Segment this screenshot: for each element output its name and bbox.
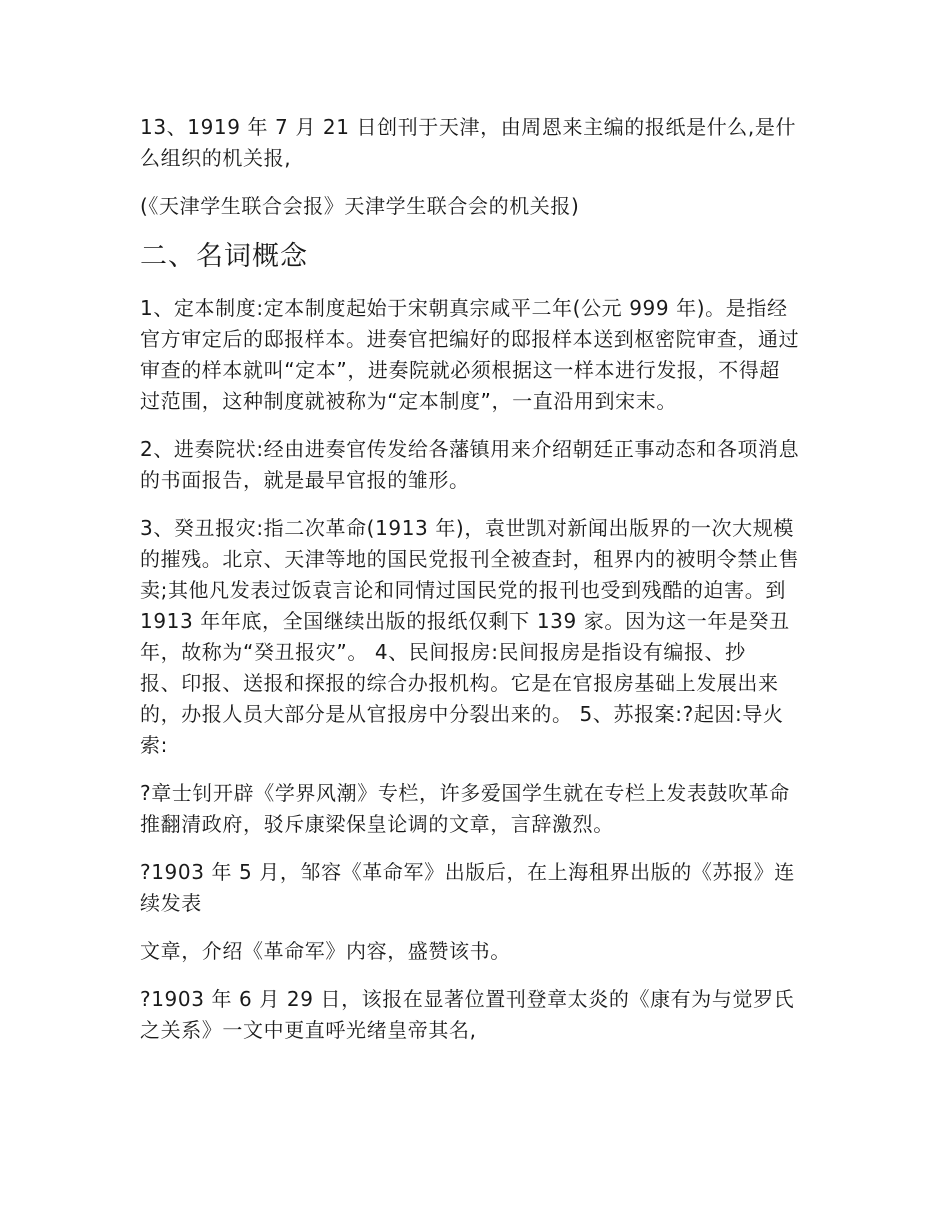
term-3-paragraph xyxy=(140,513,812,761)
text-line: 的摧残。北京、天津等地的国民党报刊全被查封，租界内的被明令禁止售 xyxy=(140,547,800,571)
text-line: (《天津学生联合会报》天津学生联合会的机关报) xyxy=(140,194,580,218)
text-line: 官方审定后的邸报样本。进奏官把编好的邸报样本送到枢密院审查，通过 xyxy=(140,327,800,351)
text-line: 1、定本制度:定本制度起始于宋朝真宗咸平二年(公元 999 年)。是指经 xyxy=(140,296,788,320)
text-line: 推翻清政府，驳斥康梁保皇论调的文章，言辞激烈。 xyxy=(140,812,614,836)
answer-13 xyxy=(140,191,812,222)
text-line: 2、进奏院状:经由进奏官传发给各藩镇用来介绍朝廷正事动态和各项消息 xyxy=(140,437,800,461)
may-1903-paragraph xyxy=(140,857,812,919)
text-line: 过范围，这种制度就被称为“定本制度”，一直沿用到宋末。 xyxy=(140,389,677,413)
text-line: 年，故称为“癸丑报灾”。 4、民间报房:民间报房是指设有编报、抄 xyxy=(140,640,746,664)
term-2-paragraph xyxy=(140,434,812,496)
text-line: 1913 年年底，全国继续出版的报纸仅剩下 139 家。因为这一年是癸丑 xyxy=(140,609,790,633)
term-1-paragraph xyxy=(140,293,812,417)
text-line: 么组织的机关报, xyxy=(140,146,292,170)
text-line: 之关系》一文中更直呼光绪皇帝其名, xyxy=(140,1018,477,1042)
zhang-shizhao-paragraph xyxy=(140,778,812,840)
text-line: 的，办报人员大部分是从官报房中分裂出来的。 5、苏报案:?起因:导火 xyxy=(140,702,784,726)
question-13 xyxy=(140,112,812,174)
section-heading: 二、名词概念 xyxy=(140,241,308,272)
article-paragraph xyxy=(140,936,812,967)
text-line: 的书面报告，就是最早官报的雏形。 xyxy=(140,468,470,492)
text-line: ?1903 年 5 月，邹容《革命军》出版后，在上海租界出版的《苏报》连 xyxy=(140,860,795,884)
text-line: 卖;其他凡发表过饭袁言论和同情过国民党的报刊也受到残酷的迫害。到 xyxy=(140,578,786,602)
document-page xyxy=(140,112,812,1063)
text-line: 续发表 xyxy=(140,891,202,915)
text-line: 13、1919 年 7 月 21 日创刊于天津，由周恩来主编的报纸是什么,是什 xyxy=(140,115,797,139)
text-line: 文章，介绍《革命军》内容，盛赞该书。 xyxy=(140,939,511,963)
june-1903-paragraph xyxy=(140,984,812,1046)
text-line: ?章士钊开辟《学界风潮》专栏，许多爱国学生就在专栏上发表鼓吹革命 xyxy=(140,781,790,805)
text-line: 报、印报、送报和探报的综合办报机构。它是在官报房基础上发展出来 xyxy=(140,671,779,695)
text-line: ?1903 年 6 月 29 日，该报在显著位置刊登章太炎的《康有为与觉罗氏 xyxy=(140,987,795,1011)
text-line: 3、癸丑报灾:指二次革命(1913 年)，袁世凯对新闻出版界的一次大规模 xyxy=(140,516,794,540)
text-line: 审查的样本就叫“定本”，进奏院就必须根据这一样本进行发报，不得超 xyxy=(140,358,780,382)
text-line: 索: xyxy=(140,733,168,757)
